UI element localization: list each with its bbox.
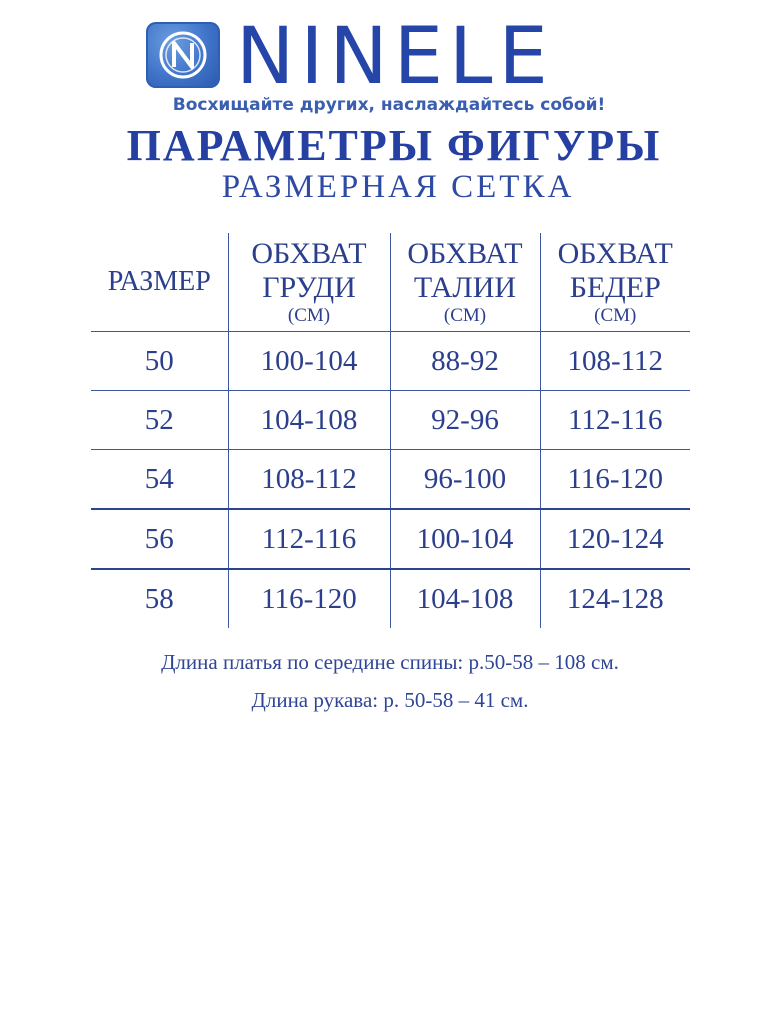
column-header-unit: (СМ) [443, 305, 487, 326]
table-row [91, 509, 690, 569]
size-cell: 52 [91, 391, 228, 450]
hips-cell: 120-124 [540, 509, 690, 569]
column-header-unit: (СМ) [594, 305, 637, 326]
table-row [91, 391, 690, 450]
n-monogram-icon [146, 22, 220, 88]
size-cell: 56 [91, 509, 228, 569]
column-header-label: РАЗМЕР [107, 266, 211, 297]
chest-cell: 100-104 [228, 332, 390, 391]
hips-cell: 112-116 [540, 391, 690, 450]
column-header-chest [228, 233, 390, 332]
page-title: ПАРАМЕТРЫ ФИГУРЫ [126, 121, 662, 170]
table-row [91, 332, 690, 391]
table-row [91, 569, 690, 628]
waist-cell: 92-96 [390, 391, 540, 450]
hips-cell: 116-120 [540, 450, 690, 510]
waist-cell: 96-100 [390, 450, 540, 510]
table-header-row [91, 233, 690, 332]
page-subtitle: РАЗМЕРНАЯ СЕТКА [221, 169, 575, 205]
brand-tagline: Восхищайте других, наслаждайтесь собой! [172, 95, 606, 115]
column-header-label: ГРУДИ [262, 271, 356, 304]
column-header-hips [540, 233, 690, 332]
hips-cell: 108-112 [540, 332, 690, 391]
waist-cell: 104-108 [390, 569, 540, 628]
column-header-unit: (СМ) [287, 305, 331, 326]
size-cell: 54 [91, 450, 228, 510]
brand-header [0, 12, 768, 102]
size-cell: 58 [144, 582, 174, 615]
brand-name: NINELE [236, 12, 554, 102]
chest-cell: 112-116 [228, 509, 390, 569]
size-cell: 50 [91, 332, 228, 391]
column-header-size [91, 233, 228, 332]
chest-cell: 104-108 [228, 391, 390, 450]
dress-length-note: Длина платья по середине спины: р.50-58 – 108 см. [161, 650, 619, 674]
column-header-label: БЕДЕР [569, 271, 661, 304]
waist-cell: 88-92 [390, 332, 540, 391]
size-chart-table [91, 233, 690, 628]
column-header-label: ТАЛИИ [413, 271, 517, 304]
column-header-waist [390, 233, 540, 332]
hips-cell: 124-128 [540, 569, 690, 628]
column-header-label: ОБХВАТ [251, 237, 367, 270]
waist-cell: 100-104 [390, 509, 540, 569]
column-header-label: ОБХВАТ [407, 237, 523, 270]
chest-cell: 108-112 [228, 450, 390, 510]
column-header-label: ОБХВАТ [557, 237, 673, 270]
sleeve-length-note: Длина рукава: р. 50-58 – 41 см. [251, 688, 529, 712]
table-row [91, 450, 690, 510]
chest-cell: 116-120 [228, 569, 390, 628]
